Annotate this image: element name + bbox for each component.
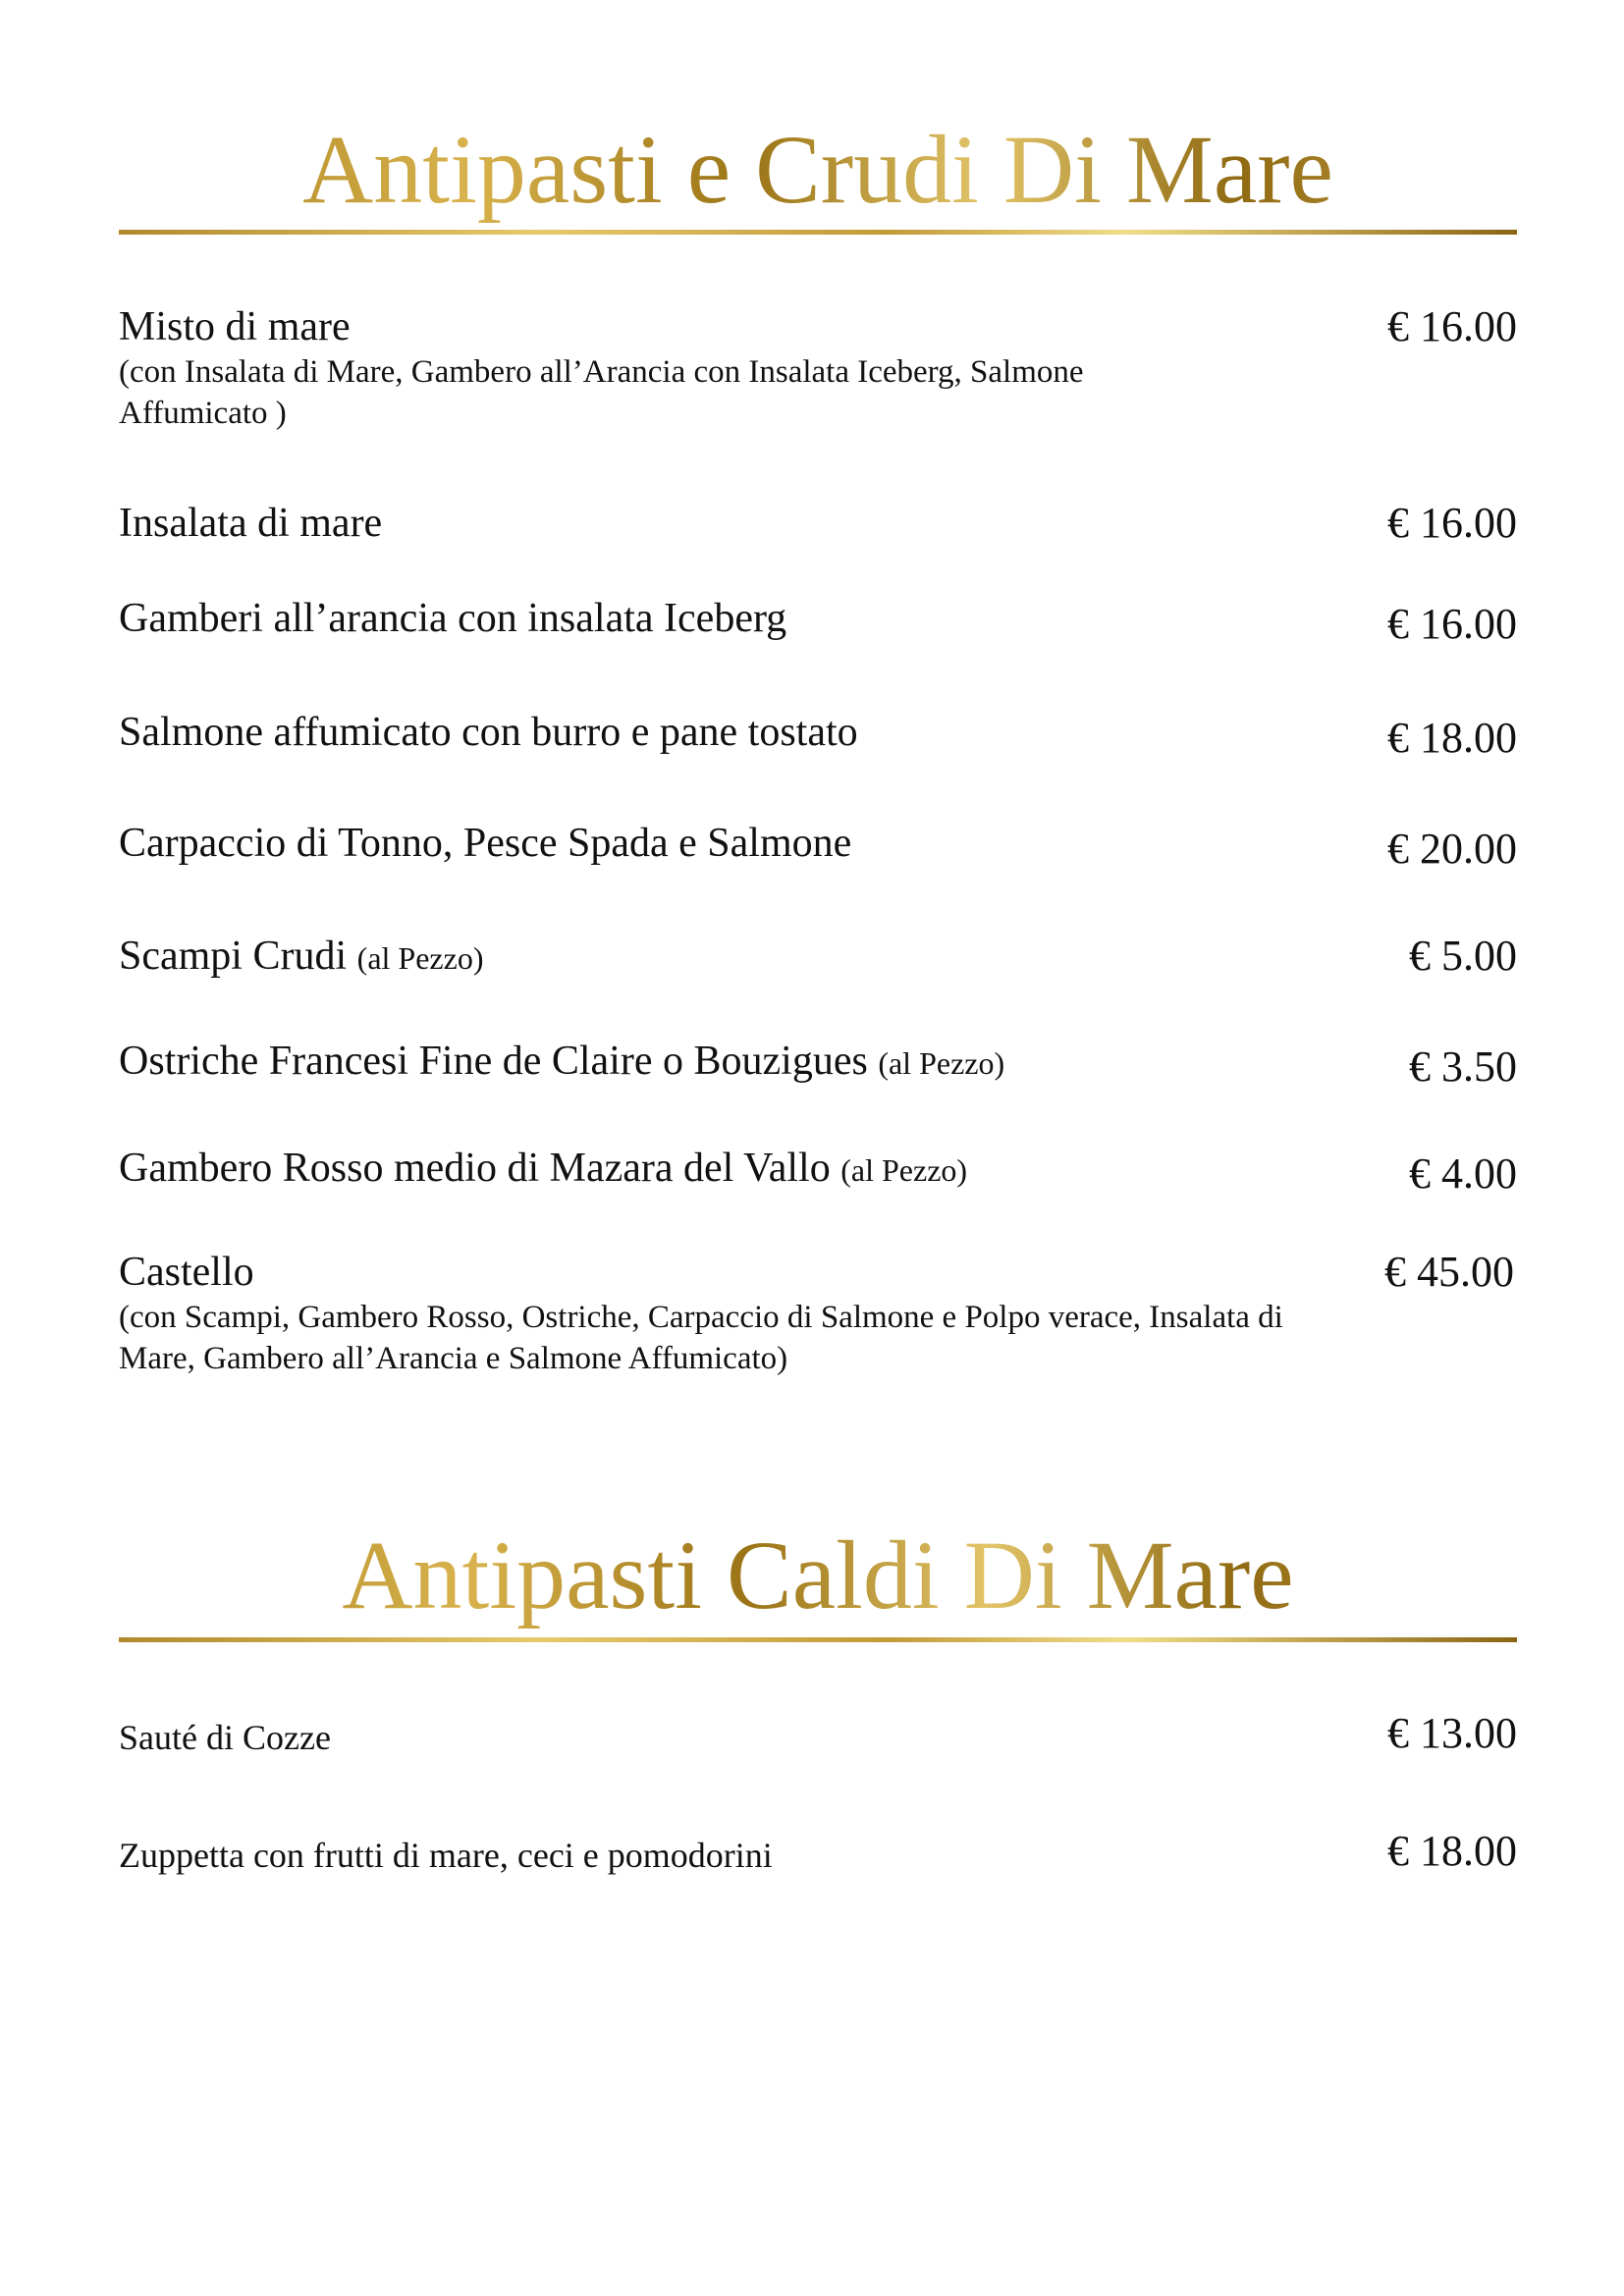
item-name: Zuppetta con frutti di mare, ceci e pomodorini bbox=[119, 1836, 773, 1875]
item-name: Castello bbox=[119, 1250, 254, 1295]
menu-item-gambero-rosso bbox=[119, 1144, 1517, 1198]
menu-item-zuppetta bbox=[119, 1827, 1517, 1880]
menu-item-ostriche bbox=[119, 1037, 1517, 1091]
menu-item-gamberi-arancia bbox=[119, 594, 1517, 648]
menu-item-insalata-di-mare bbox=[119, 499, 1517, 548]
menu-item-salmone-affumicato bbox=[119, 708, 1517, 762]
item-description: (con Scampi, Gambero Rosso, Ostriche, Carpaccio di Salmone e Polpo verace, Insalata di Mare, Gambero all’Arancia e Salmone Affumicato) bbox=[119, 1300, 1283, 1376]
menu-item-castello bbox=[119, 1248, 1517, 1379]
menu-item-saute-cozze bbox=[119, 1709, 1517, 1762]
item-price: € 3.50 bbox=[1409, 1042, 1517, 1091]
item-price: € 4.00 bbox=[1409, 1149, 1517, 1198]
item-price: € 13.00 bbox=[1387, 1709, 1517, 1757]
item-name: Gamberi all’arancia con insalata Iceberg bbox=[119, 596, 787, 641]
section-title-caldi: Antipasti Caldi Di Mare bbox=[119, 1522, 1517, 1629]
item-name: Ostriche Francesi Fine de Claire o Bouzigues bbox=[119, 1039, 868, 1084]
item-name: Scampi Crudi bbox=[119, 934, 348, 979]
menu-item-scampi-crudi bbox=[119, 932, 1517, 981]
item-note: (al Pezzo) bbox=[356, 940, 484, 976]
item-price: € 16.00 bbox=[1387, 499, 1517, 547]
item-price: € 16.00 bbox=[1387, 302, 1517, 350]
item-name: Sauté di Cozze bbox=[119, 1718, 331, 1757]
item-name: Insalata di mare bbox=[119, 501, 383, 546]
item-price: € 5.00 bbox=[1409, 932, 1517, 980]
item-price: € 18.00 bbox=[1387, 1827, 1517, 1875]
item-note: (al Pezzo) bbox=[840, 1152, 968, 1188]
item-name: Salmone affumicato con burro e pane tostato bbox=[119, 710, 858, 755]
item-description: (con Insalata di Mare, Gambero all’Arancia con Insalata Iceberg, Salmone Affumicato ) bbox=[119, 354, 1084, 431]
menu-item-misto-di-mare bbox=[119, 302, 1517, 434]
gold-divider bbox=[119, 230, 1517, 235]
section-title-crudi: Antipasti e Crudi Di Mare bbox=[119, 116, 1517, 224]
item-name: Misto di mare bbox=[119, 304, 351, 349]
item-name: Gambero Rosso medio di Mazara del Vallo bbox=[119, 1146, 831, 1191]
item-price: € 18.00 bbox=[1387, 714, 1517, 762]
item-price: € 45.00 bbox=[1384, 1248, 1514, 1296]
item-note: (al Pezzo) bbox=[878, 1045, 1005, 1081]
item-price: € 16.00 bbox=[1387, 600, 1517, 648]
menu-item-carpaccio bbox=[119, 819, 1517, 873]
gold-divider bbox=[119, 1637, 1517, 1642]
item-name: Carpaccio di Tonno, Pesce Spada e Salmone bbox=[119, 821, 852, 866]
item-price: € 20.00 bbox=[1387, 825, 1517, 873]
